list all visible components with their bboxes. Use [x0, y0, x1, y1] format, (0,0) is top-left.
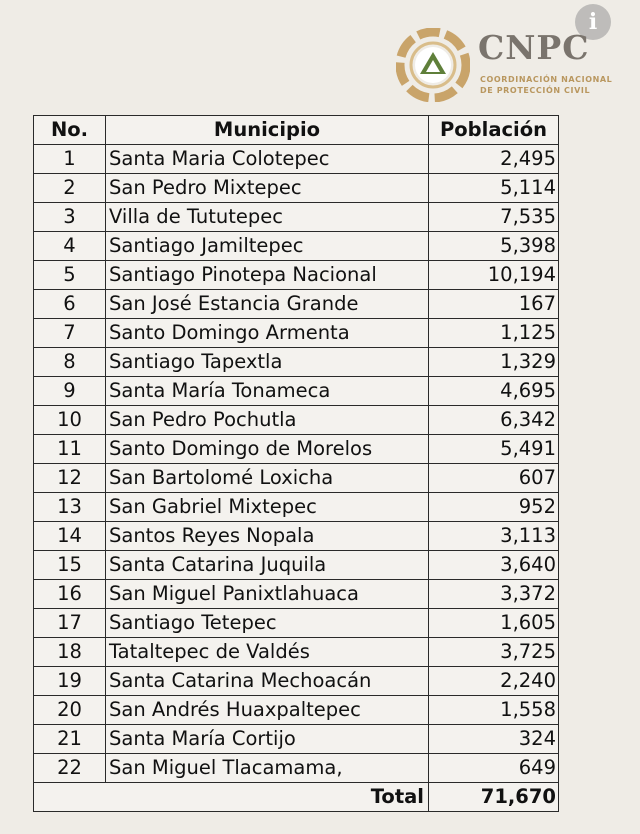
row-number: 10 — [34, 406, 106, 435]
row-number: 5 — [34, 261, 106, 290]
row-number: 13 — [34, 493, 106, 522]
row-number: 18 — [34, 638, 106, 667]
row-municipio: San Miguel Tlacamama, — [106, 754, 429, 783]
table-row — [34, 435, 559, 464]
row-poblacion: 7,535 — [429, 203, 559, 232]
cnpc-logo — [396, 24, 636, 104]
total-value: 71,670 — [429, 783, 559, 812]
row-number: 19 — [34, 667, 106, 696]
row-poblacion: 5,491 — [429, 435, 559, 464]
row-number: 16 — [34, 580, 106, 609]
info-icon[interactable]: i — [575, 4, 611, 40]
row-poblacion: 952 — [429, 493, 559, 522]
logo-subtitle-line1: COORDINACIÓN NACIONAL — [480, 75, 613, 84]
row-poblacion: 2,240 — [429, 667, 559, 696]
row-poblacion: 607 — [429, 464, 559, 493]
table-row — [34, 348, 559, 377]
row-municipio: Santa María Cortijo — [106, 725, 429, 754]
row-poblacion: 5,114 — [429, 174, 559, 203]
table-row — [34, 261, 559, 290]
table-row — [34, 290, 559, 319]
row-poblacion: 1,329 — [429, 348, 559, 377]
row-municipio: San Gabriel Mixtepec — [106, 493, 429, 522]
table-row — [34, 406, 559, 435]
row-municipio: San Andrés Huaxpaltepec — [106, 696, 429, 725]
logo-subtitle — [480, 74, 640, 96]
row-number: 8 — [34, 348, 106, 377]
table-row — [34, 232, 559, 261]
row-number: 3 — [34, 203, 106, 232]
table-row — [34, 522, 559, 551]
row-municipio: Santiago Tapextla — [106, 348, 429, 377]
row-municipio: Santa Catarina Mechoacán — [106, 667, 429, 696]
row-municipio: Santa María Tonameca — [106, 377, 429, 406]
row-number: 7 — [34, 319, 106, 348]
table-row — [34, 609, 559, 638]
row-poblacion: 1,558 — [429, 696, 559, 725]
row-municipio: San Bartolomé Loxicha — [106, 464, 429, 493]
table-row — [34, 667, 559, 696]
row-municipio: San Pedro Mixtepec — [106, 174, 429, 203]
row-number: 22 — [34, 754, 106, 783]
row-number: 17 — [34, 609, 106, 638]
row-poblacion: 3,113 — [429, 522, 559, 551]
row-poblacion: 324 — [429, 725, 559, 754]
logo-name: CNPC — [478, 28, 590, 67]
row-poblacion: 649 — [429, 754, 559, 783]
table-row — [34, 319, 559, 348]
row-number: 20 — [34, 696, 106, 725]
row-poblacion: 167 — [429, 290, 559, 319]
row-number: 1 — [34, 145, 106, 174]
row-municipio: San Miguel Panixtlahuaca — [106, 580, 429, 609]
row-municipio: Villa de Tututepec — [106, 203, 429, 232]
row-municipio: San Pedro Pochutla — [106, 406, 429, 435]
row-municipio: Santo Domingo Armenta — [106, 319, 429, 348]
row-number: 14 — [34, 522, 106, 551]
row-poblacion: 10,194 — [429, 261, 559, 290]
row-municipio: San José Estancia Grande — [106, 290, 429, 319]
row-number: 11 — [34, 435, 106, 464]
table-row — [34, 696, 559, 725]
table-header-row — [34, 116, 559, 145]
row-number: 9 — [34, 377, 106, 406]
table-row — [34, 377, 559, 406]
row-municipio: Santiago Pinotepa Nacional — [106, 261, 429, 290]
row-poblacion: 5,398 — [429, 232, 559, 261]
header-municipio: Municipio — [106, 116, 429, 145]
total-row — [34, 783, 559, 812]
table-row — [34, 145, 559, 174]
table-row — [34, 551, 559, 580]
row-poblacion: 1,605 — [429, 609, 559, 638]
row-number: 21 — [34, 725, 106, 754]
table-row — [34, 493, 559, 522]
row-municipio: Tataltepec de Valdés — [106, 638, 429, 667]
row-number: 6 — [34, 290, 106, 319]
table-row — [34, 464, 559, 493]
row-number: 2 — [34, 174, 106, 203]
row-municipio: Santiago Tetepec — [106, 609, 429, 638]
row-municipio: Santa Maria Colotepec — [106, 145, 429, 174]
row-poblacion: 6,342 — [429, 406, 559, 435]
table-row — [34, 580, 559, 609]
table-row — [34, 638, 559, 667]
row-municipio: Santo Domingo de Morelos — [106, 435, 429, 464]
row-poblacion: 3,372 — [429, 580, 559, 609]
row-poblacion: 4,695 — [429, 377, 559, 406]
population-table — [33, 115, 559, 812]
table-row — [34, 203, 559, 232]
row-poblacion: 1,125 — [429, 319, 559, 348]
row-municipio: Santiago Jamiltepec — [106, 232, 429, 261]
total-label: Total — [34, 783, 429, 812]
row-municipio: Santos Reyes Nopala — [106, 522, 429, 551]
table-row — [34, 754, 559, 783]
row-municipio: Santa Catarina Juquila — [106, 551, 429, 580]
row-number: 4 — [34, 232, 106, 261]
row-poblacion: 3,640 — [429, 551, 559, 580]
table-row — [34, 725, 559, 754]
logo-subtitle-line2: DE PROTECCIÓN CIVIL — [480, 86, 591, 95]
header-poblacion: Población — [429, 116, 559, 145]
header-no: No. — [34, 116, 106, 145]
table-row — [34, 174, 559, 203]
row-poblacion: 2,495 — [429, 145, 559, 174]
cnpc-emblem-icon — [396, 28, 470, 102]
row-poblacion: 3,725 — [429, 638, 559, 667]
row-number: 12 — [34, 464, 106, 493]
row-number: 15 — [34, 551, 106, 580]
